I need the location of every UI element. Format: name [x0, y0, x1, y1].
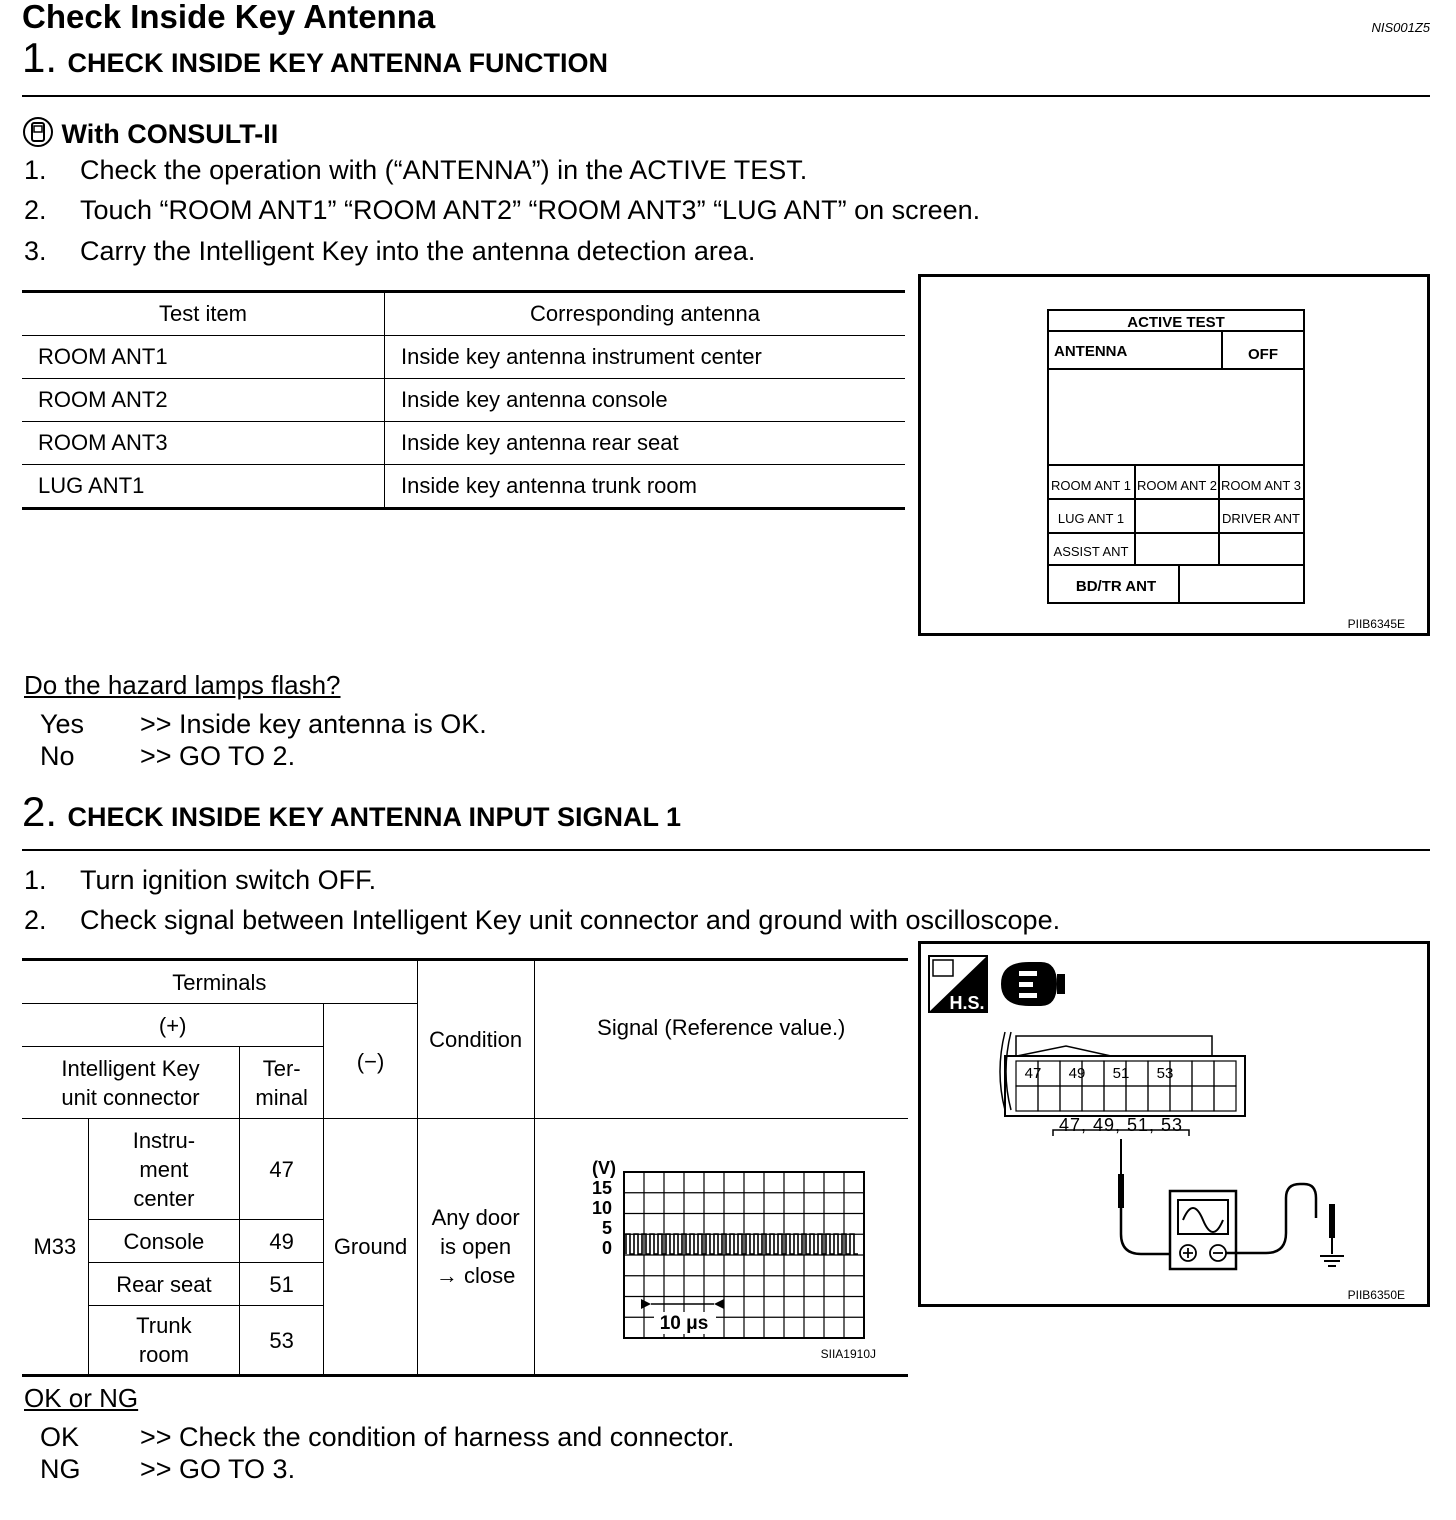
antenna-table	[22, 290, 905, 510]
antenna-cell: Inside key antenna instrument center	[385, 336, 906, 379]
s1-step-3-num: 3.	[24, 236, 47, 266]
s1-step-2-num: 2.	[24, 195, 47, 225]
header-minus: (−)	[324, 1004, 417, 1119]
question1: Do the hazard lamps flash?	[24, 670, 341, 700]
s1-step-2	[24, 195, 980, 226]
section2-heading	[22, 788, 681, 836]
test-item-cell: ROOM ANT2	[22, 379, 385, 422]
probe-wiring	[1118, 1139, 1344, 1269]
consult-label	[22, 116, 278, 150]
pins-label: 47, 49, 51, 53	[1058, 1115, 1184, 1135]
section1-heading	[22, 34, 608, 82]
active-test-figure	[918, 274, 1430, 636]
section2-number: 2.	[22, 788, 58, 835]
room-ant1-button[interactable]: ROOM ANT 1	[1051, 478, 1131, 493]
location-cell: Console	[88, 1220, 239, 1263]
page-title: Check Inside Key Antenna	[22, 0, 436, 35]
figure2-caption: PIIB6350E	[1347, 1288, 1405, 1302]
section2-title: CHECK INSIDE KEY ANTENNA INPUT SIGNAL 1	[67, 802, 682, 832]
active-test-screen	[921, 277, 1427, 633]
s1-step-3-text: Carry the Intelligent Key into the antenna detection area.	[80, 236, 756, 266]
header-connector: Intelligent Key unit connector	[22, 1047, 240, 1119]
scope-tick-10: 10	[592, 1197, 613, 1218]
header-condition: Condition	[417, 960, 534, 1119]
table-row	[22, 1119, 908, 1220]
section1-rule	[22, 95, 1430, 97]
test-item-cell: ROOM ANT3	[22, 422, 385, 465]
room-ant3-button[interactable]: ROOM ANT 3	[1221, 478, 1301, 493]
lug-ant1-button[interactable]: LUG ANT 1	[1057, 511, 1125, 526]
driver-ant-button[interactable]: DRIVER ANT	[1221, 511, 1301, 526]
pin-51: 51	[1112, 1065, 1130, 1082]
antenna-cell: Inside key antenna trunk room	[385, 465, 906, 509]
s2-step-2-text: Check signal between Intelligent Key unit connector and ground with oscilloscope.	[80, 905, 1061, 935]
s2-step-2	[24, 905, 1060, 936]
antenna-cell: Inside key antenna rear seat	[385, 422, 906, 465]
scope-unit: (V)	[592, 1157, 617, 1178]
room-ant2-button[interactable]: ROOM ANT 2	[1137, 478, 1217, 493]
pin-49: 49	[1068, 1065, 1086, 1082]
header-terminals: Terminals	[22, 960, 417, 1004]
terminal-cell: 51	[240, 1263, 324, 1306]
table-header-row	[22, 960, 908, 1004]
answer-yes-key: Yes	[40, 709, 85, 739]
condition-cell: Any door is open → close	[417, 1119, 534, 1376]
s1-step-1	[24, 155, 807, 186]
location-cell: Trunk room	[88, 1306, 239, 1376]
connection-diagram	[921, 944, 1427, 1304]
antenna-label: ANTENNA	[1054, 343, 1128, 360]
s1-step-1-text: Check the operation with (“ANTENNA”) in the ACTIVE TEST.	[80, 155, 808, 185]
answer-ng	[40, 1454, 295, 1485]
s1-step-2-text: Touch “ROOM ANT1” “ROOM ANT2” “ROOM ANT3” “LUG ANT” on screen.	[80, 195, 981, 225]
consult-icon	[22, 116, 54, 148]
doc-id: NIS001Z5	[1371, 20, 1430, 35]
scope-caption: SIIA1910J	[820, 1346, 877, 1361]
s2-step-1	[24, 865, 376, 896]
location-cell: Instru-ment center	[88, 1119, 239, 1220]
pin-53: 53	[1156, 1065, 1174, 1082]
answer-no	[40, 741, 295, 772]
connection-figure	[918, 941, 1430, 1307]
hs-label: H.S.	[949, 993, 985, 1013]
answer-no-key: No	[40, 741, 75, 771]
header-terminal: Ter-minal	[240, 1047, 324, 1119]
active-test-header: ACTIVE TEST	[1127, 314, 1225, 331]
connector-cell: M33	[22, 1119, 88, 1376]
section1-number: 1.	[22, 34, 58, 81]
answer-ok-key: OK	[40, 1422, 80, 1452]
header-test-item: Test item	[22, 292, 385, 336]
signal-cell	[534, 1119, 908, 1376]
scope-waveform	[626, 1234, 858, 1254]
answer-yes	[40, 709, 487, 740]
answer-ng-text: >> GO TO 3.	[140, 1454, 296, 1484]
table-row	[22, 422, 905, 465]
connector-icon	[1001, 962, 1065, 1006]
terminal-cell: 47	[240, 1119, 324, 1220]
oscilloscope-chart	[546, 1132, 896, 1362]
s1-step-3	[24, 236, 755, 267]
s2-step-1-text: Turn ignition switch OFF.	[80, 865, 377, 895]
s2-step-1-num: 1.	[24, 865, 47, 895]
header-corresponding-antenna: Corresponding antenna	[385, 292, 906, 336]
harness-side-icon	[929, 956, 987, 1013]
scope-time-label: 10 μs	[659, 1312, 709, 1334]
pin-47: 47	[1024, 1065, 1042, 1082]
question2: OK or NG	[24, 1383, 139, 1413]
table-header-row	[22, 292, 905, 336]
ground-cell: Ground	[324, 1119, 417, 1376]
bd-tr-ant-button[interactable]: BD/TR ANT	[1075, 578, 1157, 595]
terminal-cell: 49	[240, 1220, 324, 1263]
connector-face	[1000, 1032, 1245, 1116]
location-cell: Rear seat	[88, 1263, 239, 1306]
s2-step-2-num: 2.	[24, 905, 47, 935]
scope-tick-5: 5	[602, 1217, 613, 1238]
table-row	[22, 465, 905, 509]
header-signal: Signal (Reference value.)	[534, 960, 908, 1119]
assist-ant-button[interactable]: ASSIST ANT	[1053, 544, 1129, 559]
scope-time-marker	[641, 1299, 724, 1334]
test-item-cell: ROOM ANT1	[22, 336, 385, 379]
figure1-caption: PIIB6345E	[1347, 617, 1405, 631]
test-item-cell: LUG ANT1	[22, 465, 385, 509]
s1-step-1-num: 1.	[24, 155, 47, 185]
table-row	[22, 336, 905, 379]
answer-ok-text: >> Check the condition of harness and connector.	[140, 1422, 735, 1452]
table-row	[22, 379, 905, 422]
antenna-state: OFF	[1248, 346, 1278, 363]
scope-tick-15: 15	[592, 1177, 613, 1198]
signal-table	[22, 958, 908, 1377]
header-plus: (+)	[22, 1004, 324, 1047]
antenna-cell: Inside key antenna console	[385, 379, 906, 422]
section1-title: CHECK INSIDE KEY ANTENNA FUNCTION	[67, 48, 609, 78]
terminal-cell: 53	[240, 1306, 324, 1376]
consult-label-text: With CONSULT-II	[61, 119, 279, 149]
scope-tick-0: 0	[602, 1237, 613, 1258]
answer-no-text: >> GO TO 2.	[140, 741, 296, 771]
answer-ng-key: NG	[40, 1454, 81, 1484]
section2-rule	[22, 849, 1430, 851]
answer-yes-text: >> Inside key antenna is OK.	[140, 709, 487, 739]
answer-ok	[40, 1422, 734, 1453]
